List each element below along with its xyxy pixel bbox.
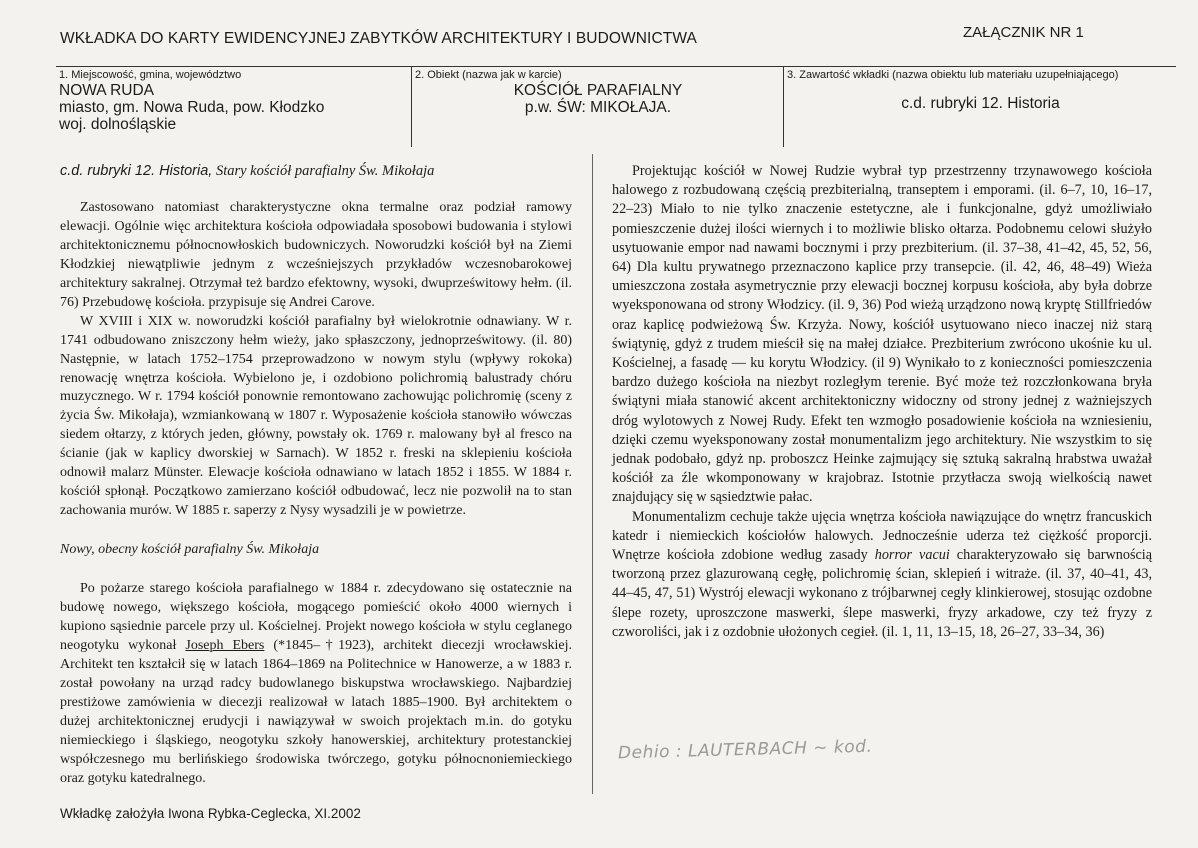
object-label: 2. Obiekt (nazwa jak w karcie) — [415, 69, 562, 81]
section1-title — [60, 162, 572, 181]
section1-title-rest: Stary kościół parafialny Św. Mikołaja — [215, 163, 435, 179]
architect-name: Joseph Ebers — [185, 637, 265, 653]
object-cell — [411, 67, 784, 147]
right-column — [612, 162, 1152, 642]
object-name: KOŚCIÓŁ PARAFIALNY — [513, 82, 683, 99]
section2-paragraph-2: Projektując kościół w Nowej Rudzie wybrał typ przestrzenny trzynawowego kościoła halowego z rozbudowaną częścią prezbiterialną, transeptem i emporami. (il. 6–7, 10, 16–17, 22–23) Miało to nie tylko znaczenie estetyczne, ale i funkcjonalne, gdyż umożliwiało pomieszczenie dużej ilości wiernych i to możliwie blisko ołtarza. Podobnemu celowi służyło usytuowanie empor nad nawami bocznymi i przy prezbiterium. (il. 37–38, 41–42, 45, 52, 56, 64) Dla kultu prywatnego przeznaczono kaplice przy transepcie. (il. 42, 46, 48–49) Wieża umieszczona została asymetrycznie przy elewacji bocznej korpusu kościoła, aby była dobrze wyeksponowana od strony Włodzicy. (il. 9, 36) Pod wieżą urządzono nową kryptę Stillfriedów oraz kaplicę podwieżową Św. Krzyża. Nowy, kościół usytuowano nieco inaczej niż starą świątynię, gdyż z trudem mieścił się na małej działce. Prezbiterium zwrócono ukośnie ku ul. Kościelnej, a fasadę — ku korytu Włodzicy. (il 9) Wynikało to z konieczności pomieszczenia bardzo dużego kościoła na niezbyt rozległym terenie. Być może też rozczłonkowana bryła świątyni miała stanowić akcent architektoniczny widoczny od strony jednej z ważniejszych dróg wylotowych z Nowej Rudy. Efekt ten wzmogło posadowienie kościoła na wzniesieniu, dzięki czemu wyeksponowany został monumentalizm jego architektury. Nie wszystkim to się jednak podobało, gdyż np. proboszcz Heinke zajmujący się sztuką sakralną hrabstwa uważał kościół za źle wkomponowany w krajobraz. Istotnie przytłacza swoją wielkością nawet znajdujący się w sąsiedztwie pałac. — [612, 163, 1152, 506]
p1-text-before: Po pożarze starego kościoła parafialnego w 1884 r. zdecydowano się ostatecznie na budowę nowego, większego kościoła, mogącego pomieścić około 4000 wiernych i kupiono sąsiednie parcele przy ul. Kościelnej. Projekt nowego kościoła w stylu ceglanego neogotyku wykonał — [60, 581, 572, 653]
section2-title: Nowy, obecny kościół parafialny Św. Mikołaja — [60, 542, 320, 558]
section1-title-lead: c.d. rubryki 12. Historia, — [60, 163, 213, 179]
footer-author: Wkładkę założyła Iwona Rybka-Ceglecka, XI.2002 — [60, 806, 361, 821]
section1-paragraph-1: Zastosowano natomiast charakterystyczne okna termalne oraz podział ramowy elewacji. Ogólnie więc architektura kościoła odpowiadała sposobowi budowania i stylowi architektonicznemu północnowłoskich budowniczych. Noworudzki kościół był na Ziemi Kłodzkiej niewątpliwie jednym z wcześniejszych przykładów wczesnobarokowej architektury sakralnej. Otrzymał też bardzo efektowny, wysoki, dwuprześwitowy hełm. (il. 76) Przebudowę kościoła. przypisuje się Andrei Carove. — [60, 199, 572, 310]
header-table — [56, 66, 1176, 147]
contents-cell — [783, 67, 1177, 147]
annex-label: ZAŁĄCZNIK NR 1 — [963, 24, 1084, 41]
p3-emphasis: horror vacui — [874, 547, 950, 564]
section1-paragraph-2: W XVIII i XIX w. noworudzki kościół parafialny był wielokrotnie odnawiany. W r. 1741 odbudowano zniszczony hełm wieży, jako spłaszczony, jednoprześwitowy. (il. 80) Następnie, w latach 1752–1754 przeprowadzono w nowym stylu (wpływy rokoka) renowację wnętrza kościoła. Wybielono je, i ozdobiono polichromią balustrady chóru muzycznego. W r. 1794 kościół ponownie remontowano zachowując polichromię (sceny z życia Św. Mikołaja), wzmiankowaną w 1807 r. Wyposażenie kościoła stanowiło wówczas siedem ołtarzy, z których jeden, główny, powstały ok. 1769 r. malowany był al fresco na ścianie (jak w kaplicy dworskiej w Sarnach). W 1852 r. freski na sklepieniu kościoła odnowił malarz Münster. Elewacje kościoła odnawiano w latach 1852 i 1855. W 1884 r. kościół spłonął. Początkowo zamierzano kościół odbudować, lecz nie pozwolił na to stan zachowania murów. W 1885 r. saperzy z Nysy wysadzili je w powietrze. — [60, 313, 572, 519]
contents-label: 3. Zawartość wkładki (nazwa obiektu lub materiału uzupełniającego) — [787, 69, 1119, 81]
form-title: WKŁADKA DO KARTY EWIDENCYJNEJ ZABYTKÓW ARCHITEKTURY I BUDOWNICTWA — [60, 30, 697, 47]
location-voivodeship: woj. dolnośląskie — [59, 116, 177, 133]
section2-paragraph-3 — [612, 508, 1152, 642]
column-divider — [592, 154, 593, 794]
location-cell — [56, 67, 411, 147]
location-label: 1. Miejscowość, gmina, województwo — [59, 69, 242, 81]
section2-paragraph-1 — [60, 580, 572, 788]
contents-value: c.d. rubryki 12. Historia — [901, 95, 1060, 112]
object-dedication: p.w. ŚW: MIKOŁAJA. — [524, 99, 672, 116]
p3-text-after: charakteryzowało się barwnością tworzoną przez glazurowaną cegłę, polichromię ścian, sklepień i witraże. (il. 37, 40–41, 43, 44–45, 47, 51) Wystrój elewacji wykonano z trójbarwnej cegły klinkierowej, stosując ozdobne ślepe rozety, uproszczone maswerki, ślepe maswerki, fryzy arkadowe, czy też fryzy z czworoliści, jak i z ozdobnie ułożonych cegieł. (il. 1, 11, 13–15, 18, 26–27, 33–34, 36) — [612, 547, 1153, 640]
location-district: miasto, gm. Nowa Ruda, pow. Kłodzko — [59, 99, 325, 116]
p1-text-after: (*1845–†1923), architekt diecezji wrocławskiej. Architekt ten kształcił się w latach 1864–1869 na Politechnice w Hanowerze, a w 1883 r. został powołany na urząd radcy budowlanego biskupstwa wrocławskiego. Najbardziej prestiżowe zamówienia w diecezji realizował w latach 1885–1900. Był architektem o dużej architektonicznej erudycji i nawiązywał w swoich projektach m.in. do gotyku niemieckiego i śląskiego, neogotyku szkoły hanowerskiej, architektury protestanckiej współczesnego mu berlińskiego środowiska twórczego, gotyku północnoniemieckiego oraz gotyku katedralnego. — [60, 637, 572, 786]
handwritten-note: Dehio : LAUTERBACH ~ kod. — [617, 736, 873, 764]
left-column — [60, 162, 572, 789]
location-town: NOWA RUDA — [59, 82, 155, 99]
p3-text-before: Monumentalizm cechuje także ujęcia wnętrza kościoła nawiązujące do wnętrz francuskich katedr i niemieckich kościołów halowych. Jednocześnie uderza też ciężkość proporcji. Wnętrze kościoła zdobione według zasady — [612, 508, 1152, 564]
